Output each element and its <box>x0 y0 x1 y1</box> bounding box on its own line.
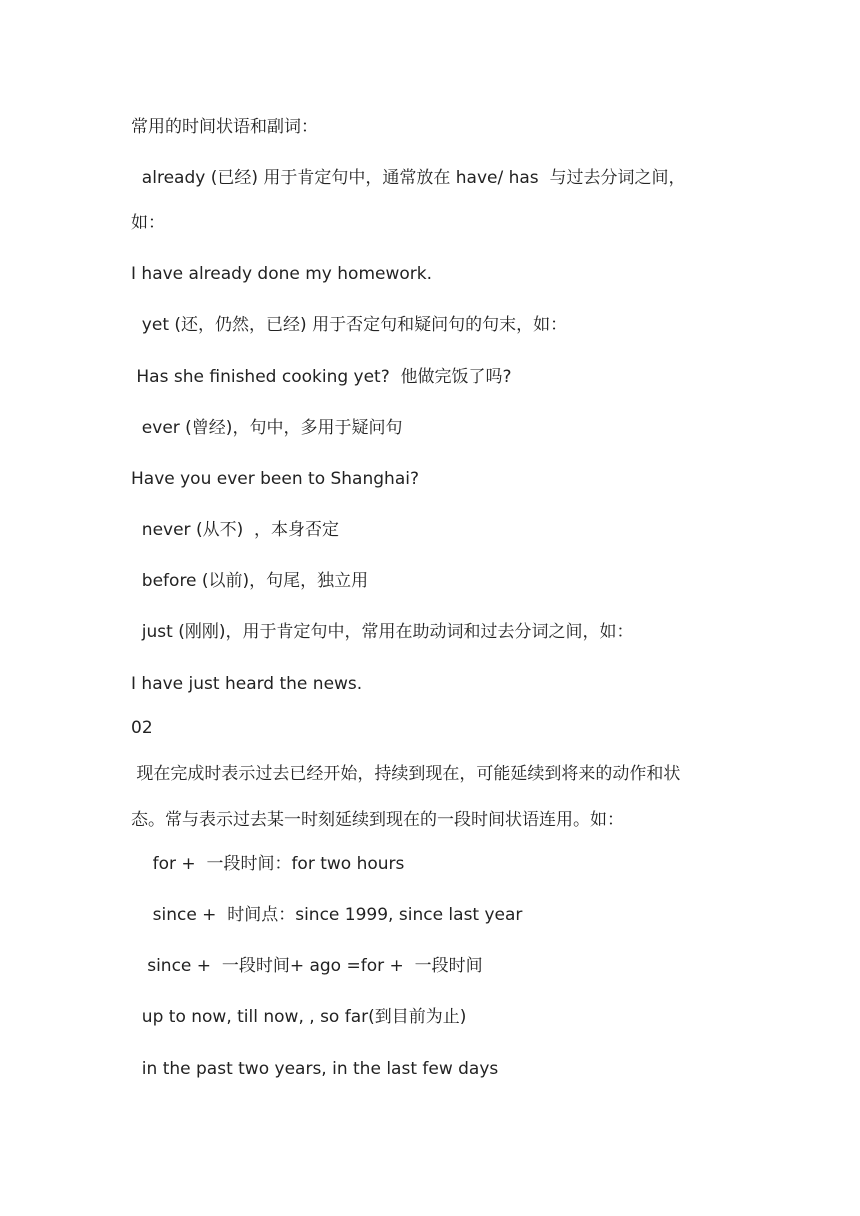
text-line-example-ever: Have you ever been to Shanghai? <box>131 469 419 489</box>
text-line-definition-2: 态。常与表示过去某一时刻延续到现在的一段时间状语连用。如： <box>131 810 624 830</box>
text-line-example-already: I have already done my homework. <box>131 264 433 284</box>
text-line-just: just (刚刚)，用于肯定句中，常用在助动词和过去分词之间，如： <box>131 622 634 642</box>
text-line-since-ago: since + 一段时间+ ago =for + 一段时间 <box>131 956 483 976</box>
text-line-example-yet: Has she finished cooking yet? 他做完饭了吗? <box>131 367 512 387</box>
text-line-for: for + 一段时间：for two hours <box>131 854 405 874</box>
section-number: 02 <box>131 718 153 738</box>
text-line-since-point: since + 时间点：since 1999, since last year <box>131 905 523 925</box>
text-line-in-the-past: in the past two years, in the last few days <box>131 1059 499 1079</box>
text-line-never: never (从不) ，本身否定 <box>131 520 340 540</box>
text-line-definition-1: 现在完成时表示过去已经开始，持续到现在，可能延续到将来的动作和状 <box>131 764 681 784</box>
text-line-ru: 如： <box>131 213 165 233</box>
text-line-yet: yet (还，仍然，已经) 用于否定句和疑问句的句末，如： <box>131 315 568 335</box>
text-line-already: already (已经) 用于肯定句中，通常放在 have/ has 与过去分词之间， <box>131 168 686 188</box>
text-line-example-just: I have just heard the news. <box>131 674 363 694</box>
text-line-heading: 常用的时间状语和副词： <box>131 117 318 137</box>
text-line-ever: ever (曾经)，句中，多用于疑问句 <box>131 418 403 438</box>
text-line-before: before (以前)，句尾，独立用 <box>131 571 369 591</box>
text-line-up-to-now: up to now, till now, , so far(到目前为止) <box>131 1007 467 1027</box>
